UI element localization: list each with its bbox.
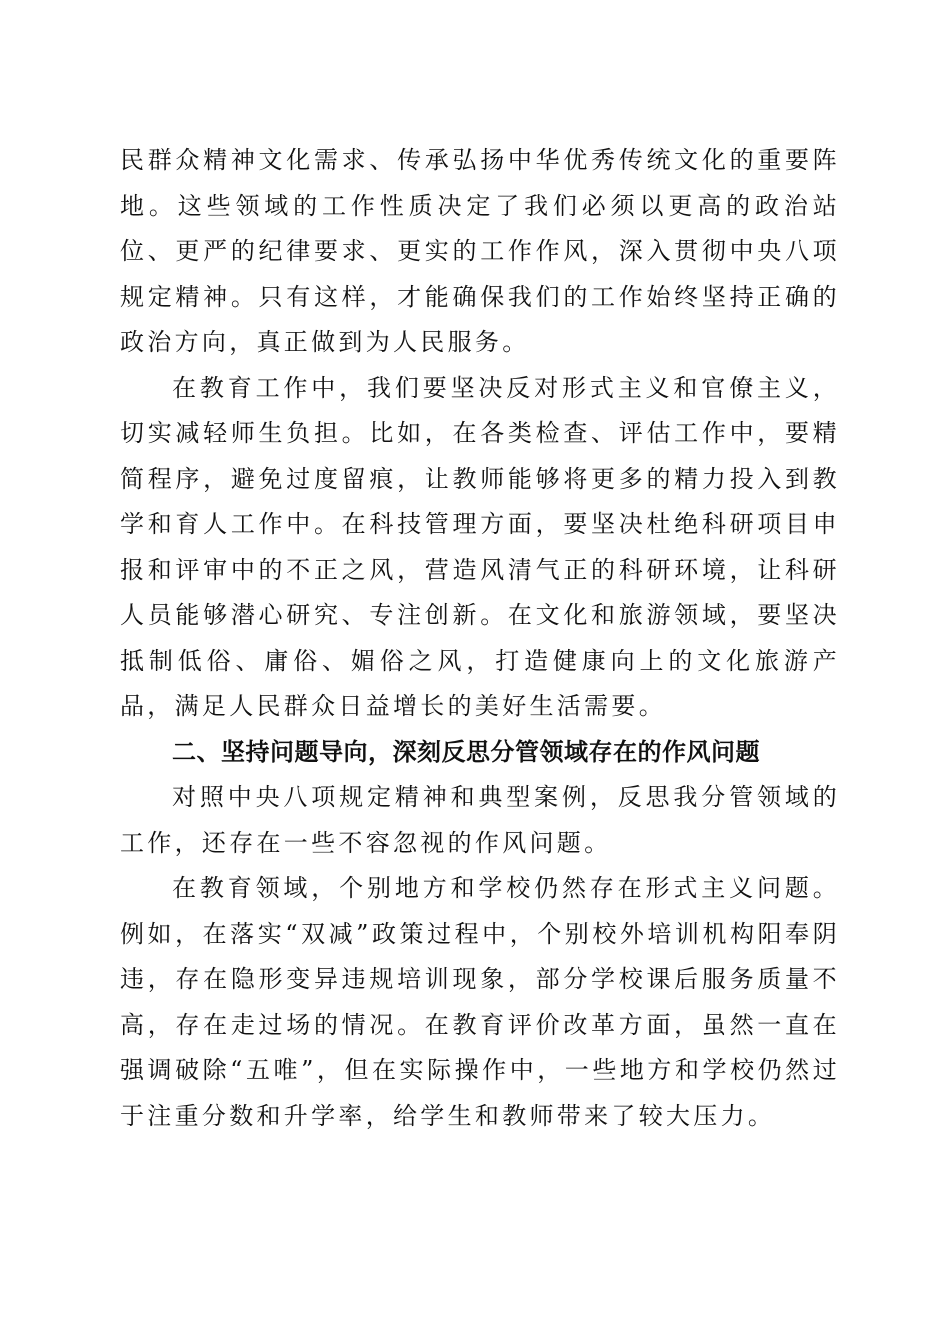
section-heading-two: 二、坚持问题导向，深刻反思分管领域存在的作风问题 xyxy=(172,737,760,766)
paragraph-education-work: 在教育工作中，我们要坚决反对形式主义和官僚主义，切实减轻师生负担。比如，在各类检查、评估工作中，要精简程序，避免过度留痕，让教师能够将更多的精力投入到教学和育人工作中。在科技管理方面，要坚决杜绝科研项目申报和评审中的不正之风，营造风清气正的科研环境，让科研人员能够潜心研究、专注创新。在文化和旅游领域，要坚决抵制低俗、庸俗、媚俗之风，打造健康向上的文化旅游产品，满足人民群众日益增长的美好生活需要。 xyxy=(120,373,840,720)
document-body xyxy=(120,138,840,1139)
paragraph-reflection-intro: 对照中央八项规定精神和典型案例，反思我分管领域的工作，还存在一些不容忽视的作风问题。 xyxy=(120,783,840,857)
paragraph-education-issues: 在教育领域，个别地方和学校仍然存在形式主义问题。例如，在落实“双减”政策过程中，个别校外培训机构阳奉阴违，存在隐形变异违规培训现象，部分学校课后服务质量不高，存在走过场的情况。在教育评价改革方面，虽然一直在强调破除“五唯”，但在实际操作中，一些地方和学校仍然过于注重分数和升学率，给学生和教师带来了较大压力。 xyxy=(120,874,840,1130)
paragraph-continuation: 民群众精神文化需求、传承弘扬中华优秀传统文化的重要阵地。这些领域的工作性质决定了我们必须以更高的政治站位、更严的纪律要求、更实的工作作风，深入贯彻中央八项规定精神。只有这样，才能确保我们的工作始终坚持正确的政治方向，真正做到为人民服务。 xyxy=(120,146,840,356)
